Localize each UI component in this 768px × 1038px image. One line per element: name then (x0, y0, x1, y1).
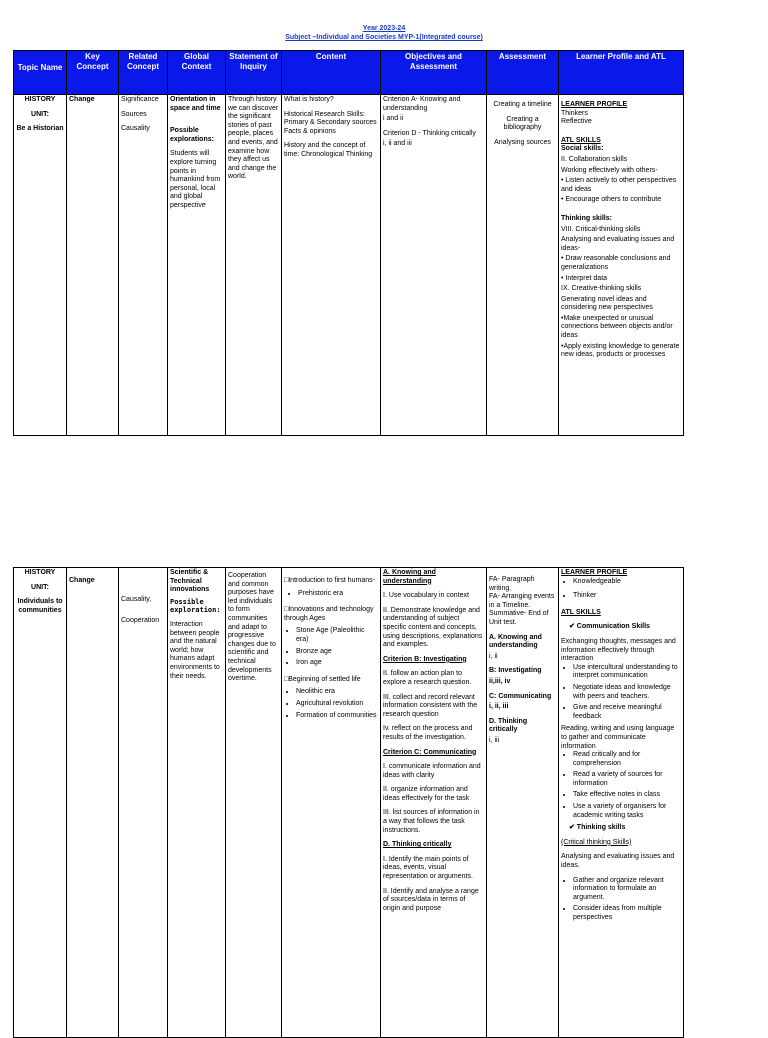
unit2-objectives: A. Knowing and understanding I. Use vocabulary in context II. Demonstrate knowledge and understanding of subject specific content and concepts, using descriptions, explanations and examples. Criterion B: Investigating II. follow an action plan to explore a research question. III. collect and record relevant information consistent with the research question Iv. reflect on the process and results of the investigation. Criterion C: Communicating I. communicate information and ideas with clarity II. organize information and ideas effectively for the task III. list sources of information in a way that follows the task instructions. D. Thinking critically I. Identify the main points of ideas, events, visual representation or arguments. II. Identify and analyse a range of sources/data in terms of origin and purpose (381, 568, 487, 1038)
unit1-topic: HISTORY UNIT: Be a Historian (14, 95, 67, 436)
unit1-inquiry: Through history we can discover the significant stories of past people, places and events, and examine how they affect us and change the world. (226, 95, 282, 436)
unit2-global-context: Scientific & Technical innovations Possible exploration: Interaction between people and the natural world; how humans adapt environments to their needs. (168, 568, 226, 1038)
col-statement-of-inquiry: Statement of Inquiry (226, 51, 282, 95)
unit1-table (13, 50, 684, 436)
year-heading: Year 2023-24 (362, 25, 406, 32)
unit2-key-concept: Change (67, 568, 119, 1038)
col-objectives: Objectives and Assessment (381, 51, 487, 95)
unit2-content: □ Introduction to first humans- • Prehistoric era □ Innovations and technology through Ages • Stone Age (Paleolithic era) • Bronze age • Iron age □ Beginning of settled life • Neolithic era • Agricultural revolution • Formation of communities (282, 568, 381, 1038)
unit2-assessment: FA- Paragraph writing. FA- Arranging events in a Timeline. Summative- End of Unit test. A. Knowing and understanding i, ii B: Investigating ii,iii, iv C: Communicating i, ii, iii D. Thinking critically i, iii (487, 568, 559, 1038)
unit1-learner-profile: LEARNER PROFILE Thinkers Reflective ATL SKILLS Social skills: II. Collaboration skills Working effectively with others- • Listen actively to other perspectives and ideas • Encourage others to contribute Thinking skills: VIII. Critical-thinking skills Analysing and evaluating issues and ideas- • Draw reasonable conclusions and generalizations • Interpret data IX. Creative-thinking skills Generating novel ideas and considering new perspectives •Make unexpected or unusual connections between objects and/or ideas •Apply existing knowledge to generate new ideas, products or processes (559, 95, 684, 436)
unit1-assessment: Creating a timeline Creating a bibliography Analysing sources (487, 95, 559, 436)
unit2-learner-profile: LEARNER PROFILE • Knowledgeable • Thinker ATL SKILLS ✔ Communication Skills Exchanging thoughts, messages and information effectively through interaction • Use intercultural understanding to interpret communication • Negotiate ideas and knowledge with peers and teachers. • Give and receive meaningful feedback Reading, writing and using language to gather and communicate information • Read critically and for comprehension • Read a variety of sources for information • Take effective notes in class • Use a variety of organisers for academic writing tasks ✔ Thinking skills (Critical thinking Skills) Analysing and evaluating issues and ideas. • Gather and organize relevant information to formulate an argument. • Consider ideas from multiple perspectives (559, 568, 684, 1038)
unit2-related-concept: Causality, Cooperation (119, 568, 168, 1038)
col-assessment: Assessment (487, 51, 559, 95)
col-content: Content (282, 51, 381, 95)
unit1-row (14, 95, 684, 436)
unit1-objectives: Criterion A- Knowing and understanding i and ii Criterion D - Thinking critically i, ii and iii (381, 95, 487, 436)
header-row (14, 51, 684, 95)
col-key-concept: Key Concept (67, 51, 119, 95)
unit2-table (13, 567, 684, 1038)
col-related-concept: Related Concept (119, 51, 168, 95)
unit1-related-concept: Significance Sources Causality (119, 95, 168, 436)
unit2-inquiry: Cooperation and common purposes have led individuals to form communities and adapt to progressive changes due to scientific and technical developments overtime. (226, 568, 282, 1038)
col-learner-profile: Learner Profile and ATL (559, 51, 684, 95)
unit1-content: What is history? Historical Research Skills: Primary & Secondary sources Facts & opinions History and the concept of time: Chronological Thinking (282, 95, 381, 436)
unit1-key-concept: Change (67, 95, 119, 436)
unit2-topic: HISTORY UNIT: Individuals to communities (14, 568, 67, 1038)
subject-heading: Subject –Individual and Societies MYP-1(Integrated course) (285, 34, 483, 41)
col-topic-name: Topic Name (14, 51, 67, 95)
unit2-row (14, 568, 684, 1038)
col-global-context: Global Context (168, 51, 226, 95)
unit1-global-context: Orientation in space and time Possible explorations: Students will explore turning points in humankind from personal, local and global perspective (168, 95, 226, 436)
